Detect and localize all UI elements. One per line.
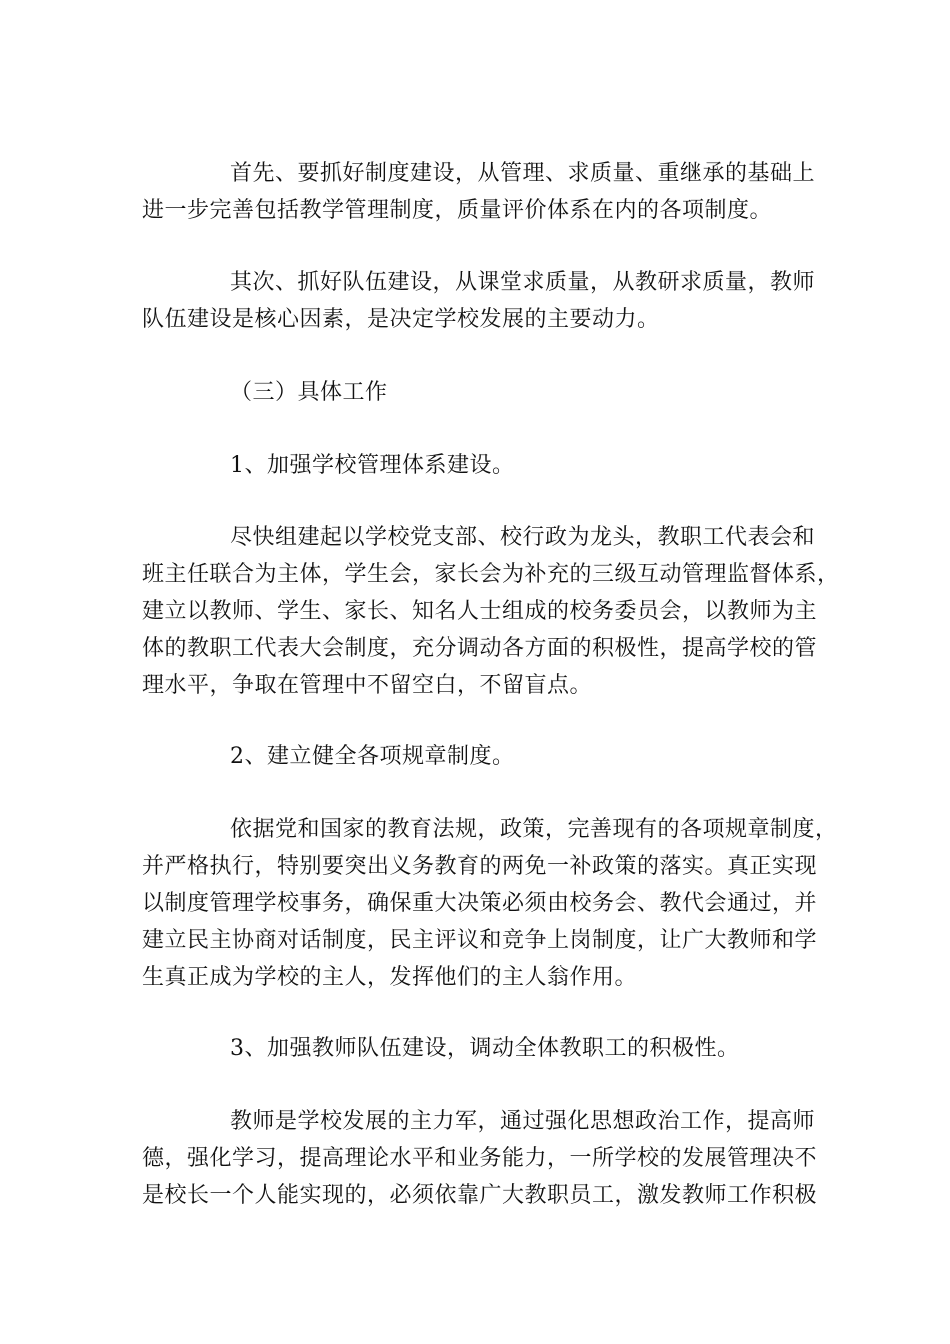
- paragraph-rules-body: [142, 811, 838, 996]
- paragraph-first-institution-building: [142, 155, 832, 229]
- paragraph-line: 理水平，争取在管理中不留空白，不留盲点。: [142, 673, 593, 698]
- paragraph-line: 以制度管理学校事务，确保重大决策必须由校务会、教代会通过，并: [142, 891, 818, 916]
- paragraph-line: 队伍建设是核心因素，是决定学校发展的主要动力。: [142, 307, 660, 332]
- section-heading-text: （三）具体工作: [230, 380, 388, 405]
- paragraph-second-team-building: [142, 264, 832, 338]
- section-heading-specific-work: [142, 374, 832, 411]
- paragraph-line: 建立以教师、学生、家长、知名人士组成的校务委员会，以教师为主: [142, 599, 818, 624]
- subheading-text: 1、加强学校管理体系建设。: [230, 453, 515, 478]
- paragraph-line: 依据党和国家的教育法规，政策，完善现有的各项规章制度，: [230, 817, 838, 842]
- paragraph-line: 体的教职工代表大会制度，充分调动各方面的积极性，提高学校的管: [142, 636, 818, 661]
- subheading-text: 3、加强教师队伍建设，调动全体教职工的积极性。: [230, 1036, 740, 1061]
- subheading-text: 2、建立健全各项规章制度。: [230, 744, 515, 769]
- subheading-teacher-team: [142, 1030, 832, 1067]
- paragraph-line: 进一步完善包括教学管理制度，质量评价体系在内的各项制度。: [142, 198, 773, 223]
- paragraph-line: 是校长一个人能实现的，必须依靠广大教职员工，激发教师工作积极: [142, 1183, 818, 1208]
- paragraph-line: 尽快组建起以学校党支部、校行政为龙头，教职工代表会和: [230, 525, 816, 550]
- paragraph-line: 建立民主协商对话制度，民主评议和竞争上岗制度，让广大教师和学: [142, 928, 818, 953]
- subheading-rules-regulations: [142, 738, 832, 775]
- paragraph-line: 德，强化学习，提高理论水平和业务能力，一所学校的发展管理决不: [142, 1146, 818, 1171]
- subheading-management-system: [142, 447, 832, 484]
- paragraph-line: 并严格执行，特别要突出义务教育的两免一补政策的落实。真正实现: [142, 854, 818, 879]
- paragraph-teacher-body: [142, 1103, 832, 1214]
- paragraph-line: 班主任联合为主体，学生会，家长会为补充的三级互动管理监督体系，: [142, 562, 840, 587]
- paragraph-line: 生真正成为学校的主人，发挥他们的主人翁作用。: [142, 965, 638, 990]
- paragraph-management-body: [142, 519, 840, 704]
- paragraph-line: 首先、要抓好制度建设，从管理、求质量、重继承的基础上: [230, 161, 816, 186]
- paragraph-line: 其次、抓好队伍建设，从课堂求质量，从教研求质量，教师: [230, 270, 816, 295]
- paragraph-line: 教师是学校发展的主力军，通过强化思想政治工作，提高师: [230, 1109, 816, 1134]
